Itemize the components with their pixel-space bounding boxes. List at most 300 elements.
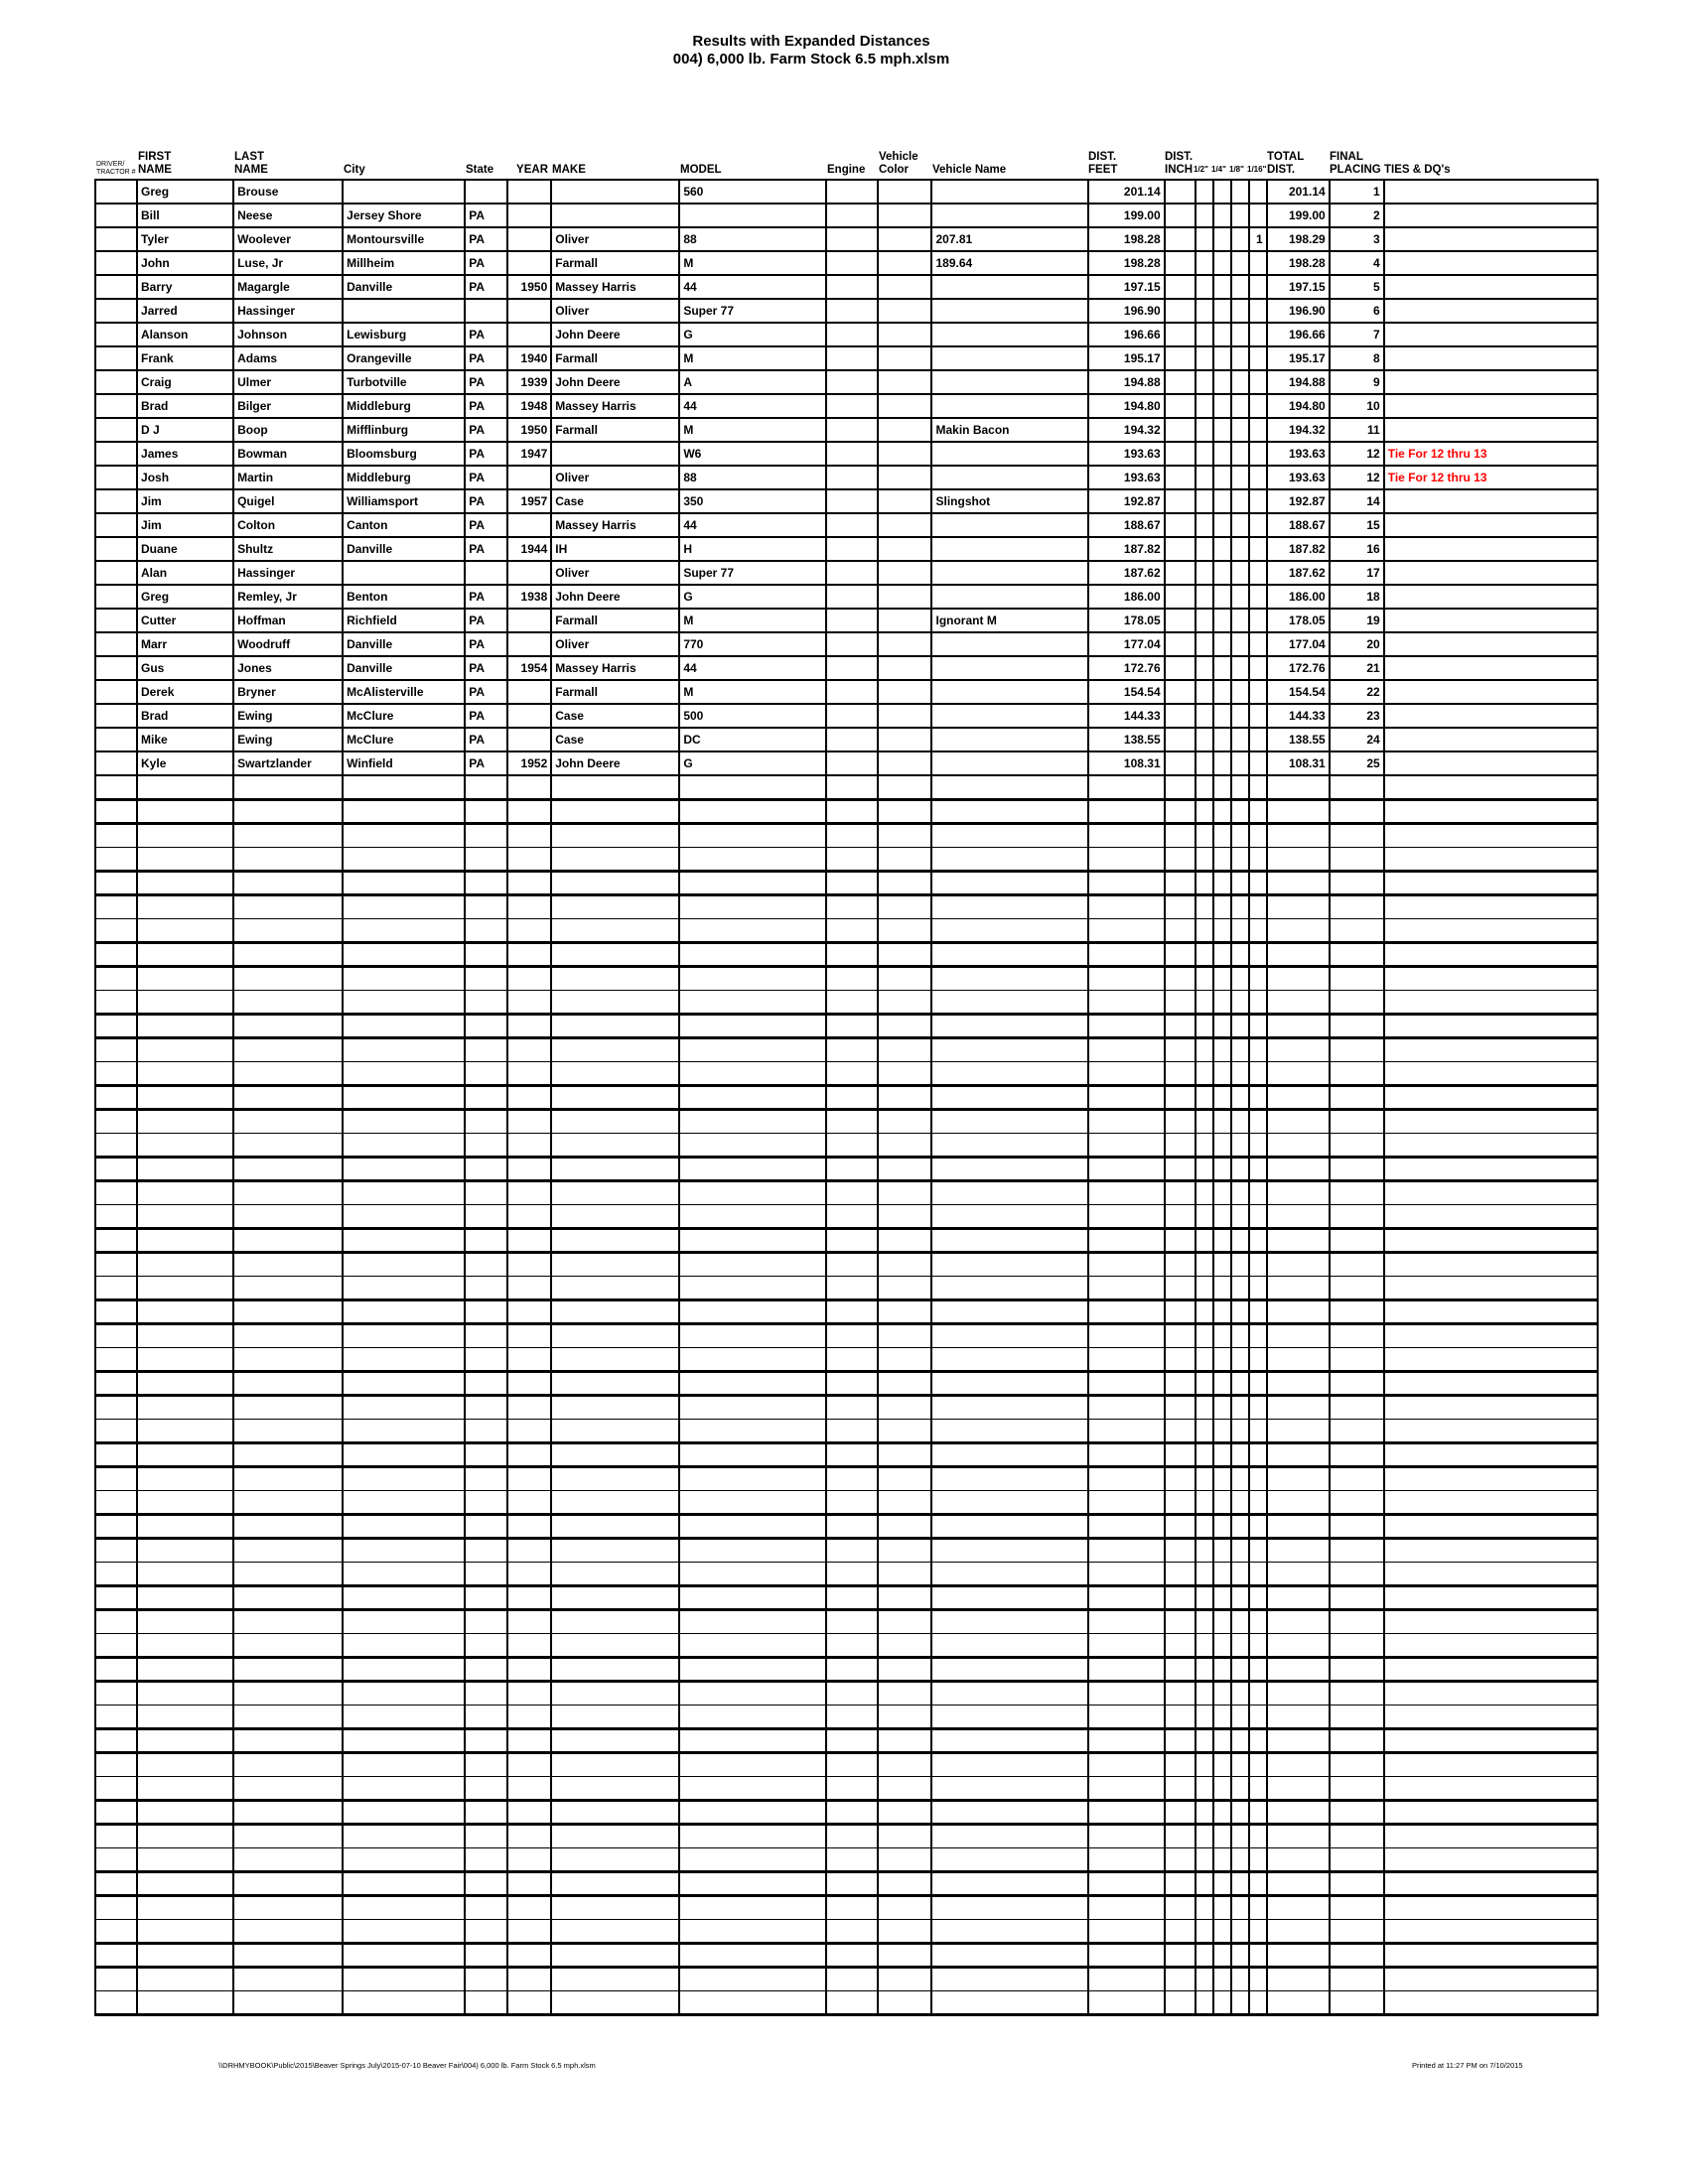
empty-cell-vname (931, 1061, 1087, 1085)
empty-cell-vname (931, 1585, 1087, 1609)
empty-cell-half (1196, 1299, 1213, 1323)
cell-last: Adams (233, 346, 343, 370)
empty-cell-year (507, 1419, 551, 1442)
header-half-bottom: 1/2" (1194, 165, 1208, 174)
empty-cell-sixteenth (1249, 1847, 1267, 1871)
empty-row (95, 966, 1598, 990)
cell-placing: 2 (1330, 204, 1384, 227)
empty-cell-state (465, 1800, 507, 1824)
empty-cell-eighth (1231, 894, 1249, 918)
empty-cell-make (551, 1705, 679, 1728)
empty-cell-first (137, 1180, 233, 1204)
empty-cell-vname (931, 1204, 1087, 1228)
empty-cell-last (233, 1514, 343, 1538)
empty-cell-dist_feet (1088, 1895, 1165, 1919)
empty-cell-engine (826, 1824, 878, 1847)
empty-cell-model (679, 1133, 826, 1157)
empty-cell-sixteenth (1249, 1395, 1267, 1419)
cell-eighth (1231, 609, 1249, 632)
cell-dist_feet: 194.32 (1088, 418, 1165, 442)
table-row-11 (95, 418, 1598, 442)
empty-cell-quarter (1213, 1180, 1231, 1204)
cell-ties (1384, 346, 1598, 370)
empty-cell-dist_inch (1165, 1705, 1196, 1728)
empty-cell-state (465, 1061, 507, 1085)
empty-cell-dist_feet (1088, 1728, 1165, 1752)
empty-cell-total (1267, 1585, 1330, 1609)
empty-cell-model (679, 1419, 826, 1442)
empty-cell-sixteenth (1249, 1442, 1267, 1466)
table-row-9 (95, 370, 1598, 394)
cell-last: Boop (233, 418, 343, 442)
empty-cell-sixteenth (1249, 1824, 1267, 1847)
cell-engine (826, 751, 878, 775)
cell-vcolor (878, 680, 931, 704)
cell-state: PA (465, 251, 507, 275)
empty-cell-model (679, 1562, 826, 1585)
empty-cell-year (507, 1824, 551, 1847)
empty-cell-last (233, 1562, 343, 1585)
empty-cell-dist_inch (1165, 1347, 1196, 1371)
cell-ties (1384, 418, 1598, 442)
empty-cell-first (137, 1299, 233, 1323)
cell-num (95, 656, 137, 680)
empty-cell-last (233, 1371, 343, 1395)
empty-cell-state (465, 1395, 507, 1419)
empty-cell-ties (1384, 1228, 1598, 1252)
empty-cell-dist_feet (1088, 1609, 1165, 1633)
cell-first: Craig (137, 370, 233, 394)
empty-cell-dist_feet (1088, 1085, 1165, 1109)
empty-cell-last (233, 918, 343, 942)
cell-state (465, 180, 507, 204)
empty-cell-quarter (1213, 1728, 1231, 1752)
cell-make: John Deere (551, 585, 679, 609)
empty-cell-half (1196, 1657, 1213, 1681)
empty-cell-state (465, 1371, 507, 1395)
cell-half (1196, 537, 1213, 561)
empty-cell-year (507, 1180, 551, 1204)
table-row-25 (95, 751, 1598, 775)
empty-cell-vname (931, 1919, 1087, 1943)
empty-cell-last (233, 1395, 343, 1419)
empty-cell-vcolor (878, 1538, 931, 1562)
empty-row (95, 1347, 1598, 1371)
empty-cell-num (95, 1538, 137, 1562)
empty-cell-sixteenth (1249, 918, 1267, 942)
cell-num (95, 418, 137, 442)
empty-cell-state (465, 1228, 507, 1252)
empty-cell-state (465, 1347, 507, 1371)
empty-cell-eighth (1231, 1943, 1249, 1967)
empty-cell-half (1196, 1943, 1213, 1967)
cell-eighth (1231, 442, 1249, 466)
cell-city: Mifflinburg (343, 418, 465, 442)
empty-cell-total (1267, 1085, 1330, 1109)
empty-cell-make (551, 1919, 679, 1943)
empty-cell-vcolor (878, 1014, 931, 1037)
empty-cell-engine (826, 1609, 878, 1633)
empty-cell-dist_inch (1165, 990, 1196, 1014)
cell-model: M (679, 418, 826, 442)
cell-city: Benton (343, 585, 465, 609)
empty-cell-vcolor (878, 1847, 931, 1871)
empty-cell-dist_inch (1165, 1847, 1196, 1871)
empty-cell-year (507, 1228, 551, 1252)
empty-cell-dist_inch (1165, 1133, 1196, 1157)
empty-cell-city (343, 1562, 465, 1585)
empty-cell-vname (931, 1514, 1087, 1538)
cell-dist_feet: 108.31 (1088, 751, 1165, 775)
empty-cell-make (551, 1037, 679, 1061)
empty-cell-half (1196, 1109, 1213, 1133)
header-state (464, 164, 506, 179)
empty-cell-model (679, 1371, 826, 1395)
empty-cell-state (465, 1157, 507, 1180)
empty-cell-total (1267, 1014, 1330, 1037)
empty-cell-last (233, 1776, 343, 1800)
empty-cell-model (679, 1037, 826, 1061)
empty-cell-dist_feet (1088, 990, 1165, 1014)
empty-cell-num (95, 1157, 137, 1180)
cell-dist_inch (1165, 204, 1196, 227)
empty-cell-first (137, 1419, 233, 1442)
cell-first: Frank (137, 346, 233, 370)
empty-cell-total (1267, 1657, 1330, 1681)
empty-cell-dist_inch (1165, 894, 1196, 918)
empty-cell-make (551, 1633, 679, 1657)
cell-vname (931, 704, 1087, 728)
empty-cell-quarter (1213, 1562, 1231, 1585)
empty-cell-ties (1384, 1299, 1598, 1323)
cell-half (1196, 751, 1213, 775)
empty-cell-vcolor (878, 1180, 931, 1204)
empty-row (95, 1252, 1598, 1276)
cell-placing: 1 (1330, 180, 1384, 204)
empty-cell-make (551, 1562, 679, 1585)
empty-cell-eighth (1231, 1490, 1249, 1514)
cell-dist_feet: 198.28 (1088, 251, 1165, 275)
cell-placing: 20 (1330, 632, 1384, 656)
empty-cell-vname (931, 1967, 1087, 1990)
empty-cell-vcolor (878, 1204, 931, 1228)
cell-num (95, 275, 137, 299)
empty-cell-last (233, 1633, 343, 1657)
cell-vname (931, 537, 1087, 561)
cell-first: John (137, 251, 233, 275)
empty-cell-sixteenth (1249, 1299, 1267, 1323)
empty-cell-first (137, 799, 233, 823)
empty-cell-quarter (1213, 1299, 1231, 1323)
cell-ties (1384, 489, 1598, 513)
empty-cell-sixteenth (1249, 1562, 1267, 1585)
cell-engine (826, 442, 878, 466)
cell-sixteenth (1249, 751, 1267, 775)
empty-cell-city (343, 1538, 465, 1562)
empty-row (95, 1681, 1598, 1705)
empty-cell-first (137, 1728, 233, 1752)
empty-cell-engine (826, 1228, 878, 1252)
empty-cell-quarter (1213, 871, 1231, 894)
header-placing-top: FINAL (1330, 151, 1363, 163)
empty-cell-dist_inch (1165, 1395, 1196, 1419)
empty-cell-last (233, 1800, 343, 1824)
empty-cell-vname (931, 1252, 1087, 1276)
cell-total: 144.33 (1267, 704, 1330, 728)
cell-vname (931, 323, 1087, 346)
empty-cell-total (1267, 1395, 1330, 1419)
empty-cell-half (1196, 1419, 1213, 1442)
empty-cell-eighth (1231, 1395, 1249, 1419)
cell-total: 177.04 (1267, 632, 1330, 656)
empty-row (95, 1633, 1598, 1657)
empty-cell-ties (1384, 966, 1598, 990)
empty-cell-dist_feet (1088, 918, 1165, 942)
cell-sixteenth (1249, 561, 1267, 585)
empty-cell-sixteenth (1249, 1609, 1267, 1633)
empty-cell-first (137, 1347, 233, 1371)
cell-placing: 18 (1330, 585, 1384, 609)
cell-placing: 11 (1330, 418, 1384, 442)
cell-eighth (1231, 537, 1249, 561)
empty-cell-city (343, 1323, 465, 1347)
cell-placing: 21 (1330, 656, 1384, 680)
cell-vcolor (878, 609, 931, 632)
cell-engine (826, 489, 878, 513)
empty-cell-engine (826, 1681, 878, 1705)
cell-vcolor (878, 513, 931, 537)
empty-cell-ties (1384, 1776, 1598, 1800)
cell-num (95, 537, 137, 561)
empty-cell-last (233, 823, 343, 847)
empty-cell-vname (931, 1157, 1087, 1180)
empty-cell-ties (1384, 1085, 1598, 1109)
empty-cell-quarter (1213, 1228, 1231, 1252)
table-row-4 (95, 251, 1598, 275)
cell-dist_inch (1165, 561, 1196, 585)
empty-cell-first (137, 1967, 233, 1990)
cell-dist_feet: 177.04 (1088, 632, 1165, 656)
empty-cell-ties (1384, 1562, 1598, 1585)
empty-cell-ties (1384, 1990, 1598, 2014)
empty-cell-city (343, 1228, 465, 1252)
cell-dist_feet: 178.05 (1088, 609, 1165, 632)
cell-last: Ewing (233, 704, 343, 728)
cell-num (95, 609, 137, 632)
empty-cell-first (137, 1323, 233, 1347)
cell-year (507, 680, 551, 704)
header-dist_inch-top: DIST. (1165, 151, 1194, 163)
empty-cell-dist_feet (1088, 1919, 1165, 1943)
header-quarter (1211, 163, 1229, 179)
empty-cell-first (137, 1157, 233, 1180)
empty-cell-city (343, 1061, 465, 1085)
empty-cell-quarter (1213, 1014, 1231, 1037)
empty-cell-make (551, 1109, 679, 1133)
cell-make: Oliver (551, 466, 679, 489)
table-row-23 (95, 704, 1598, 728)
empty-cell-year (507, 1871, 551, 1895)
empty-cell-total (1267, 1681, 1330, 1705)
cell-sixteenth (1249, 299, 1267, 323)
header-ties (1382, 164, 1596, 179)
empty-cell-make (551, 1395, 679, 1419)
cell-year: 1940 (507, 346, 551, 370)
empty-cell-num (95, 1252, 137, 1276)
cell-vname: 207.81 (931, 227, 1087, 251)
cell-ties (1384, 728, 1598, 751)
empty-cell-model (679, 1585, 826, 1609)
empty-cell-num (95, 1037, 137, 1061)
empty-row (95, 1824, 1598, 1847)
empty-cell-ties (1384, 871, 1598, 894)
empty-cell-placing (1330, 1514, 1384, 1538)
empty-cell-model (679, 1895, 826, 1919)
empty-cell-eighth (1231, 1037, 1249, 1061)
empty-cell-vcolor (878, 1037, 931, 1061)
cell-vcolor (878, 299, 931, 323)
empty-cell-dist_inch (1165, 775, 1196, 799)
cell-make: John Deere (551, 323, 679, 346)
empty-cell-engine (826, 1276, 878, 1299)
cell-placing: 17 (1330, 561, 1384, 585)
empty-cell-sixteenth (1249, 1990, 1267, 2014)
empty-row (95, 1871, 1598, 1895)
cell-ties (1384, 704, 1598, 728)
cell-sixteenth (1249, 251, 1267, 275)
empty-cell-total (1267, 894, 1330, 918)
cell-year (507, 561, 551, 585)
footer-print-timestamp: Printed at 11:27 PM on 7/10/2015 (1412, 2061, 1523, 2070)
empty-cell-ties (1384, 1347, 1598, 1371)
cell-year (507, 180, 551, 204)
empty-cell-total (1267, 1252, 1330, 1276)
empty-cell-quarter (1213, 847, 1231, 871)
cell-last: Brouse (233, 180, 343, 204)
empty-cell-num (95, 1466, 137, 1490)
cell-city (343, 561, 465, 585)
cell-first: Jim (137, 489, 233, 513)
empty-cell-quarter (1213, 1085, 1231, 1109)
cell-last: Ulmer (233, 370, 343, 394)
empty-cell-vcolor (878, 847, 931, 871)
cell-make: Oliver (551, 227, 679, 251)
empty-cell-ties (1384, 1728, 1598, 1752)
empty-cell-first (137, 1943, 233, 1967)
cell-total: 193.63 (1267, 442, 1330, 466)
empty-cell-city (343, 799, 465, 823)
cell-dist_inch (1165, 323, 1196, 346)
empty-cell-ties (1384, 1419, 1598, 1442)
empty-cell-first (137, 990, 233, 1014)
empty-cell-half (1196, 1585, 1213, 1609)
header-engine (825, 164, 877, 179)
empty-cell-num (95, 1847, 137, 1871)
cell-year (507, 251, 551, 275)
empty-cell-model (679, 1776, 826, 1800)
empty-cell-model (679, 1323, 826, 1347)
cell-total: 178.05 (1267, 609, 1330, 632)
empty-row (95, 1490, 1598, 1514)
cell-dist_feet: 199.00 (1088, 204, 1165, 227)
empty-cell-dist_inch (1165, 1204, 1196, 1228)
cell-sixteenth (1249, 275, 1267, 299)
empty-cell-year (507, 966, 551, 990)
cell-model: 770 (679, 632, 826, 656)
empty-cell-dist_feet (1088, 1299, 1165, 1323)
empty-row (95, 1371, 1598, 1395)
cell-make (551, 180, 679, 204)
empty-cell-dist_feet (1088, 1442, 1165, 1466)
empty-cell-placing (1330, 1585, 1384, 1609)
empty-cell-last (233, 1347, 343, 1371)
empty-cell-state (465, 823, 507, 847)
empty-cell-state (465, 918, 507, 942)
empty-cell-total (1267, 966, 1330, 990)
empty-cell-year (507, 1204, 551, 1228)
empty-row (95, 1228, 1598, 1252)
empty-cell-vname (931, 894, 1087, 918)
empty-cell-state (465, 990, 507, 1014)
empty-cell-vcolor (878, 1562, 931, 1585)
cell-city: Canton (343, 513, 465, 537)
cell-model: 88 (679, 227, 826, 251)
cell-model: G (679, 585, 826, 609)
cell-make: John Deere (551, 751, 679, 775)
cell-state: PA (465, 680, 507, 704)
empty-cell-vname (931, 1442, 1087, 1466)
empty-cell-model (679, 990, 826, 1014)
empty-cell-sixteenth (1249, 1967, 1267, 1990)
empty-cell-half (1196, 1228, 1213, 1252)
empty-cell-last (233, 1133, 343, 1157)
empty-cell-city (343, 1085, 465, 1109)
empty-cell-first (137, 1538, 233, 1562)
cell-year (507, 632, 551, 656)
empty-cell-vcolor (878, 1442, 931, 1466)
empty-row (95, 1442, 1598, 1466)
cell-half (1196, 323, 1213, 346)
empty-cell-make (551, 1895, 679, 1919)
cell-make: Farmall (551, 346, 679, 370)
cell-engine (826, 370, 878, 394)
empty-cell-vname (931, 918, 1087, 942)
empty-cell-total (1267, 1824, 1330, 1847)
empty-cell-make (551, 1514, 679, 1538)
empty-cell-dist_inch (1165, 1562, 1196, 1585)
empty-cell-engine (826, 1776, 878, 1800)
empty-cell-eighth (1231, 1109, 1249, 1133)
empty-cell-vname (931, 1895, 1087, 1919)
empty-cell-dist_feet (1088, 1967, 1165, 1990)
cell-model: Super 77 (679, 561, 826, 585)
cell-engine (826, 656, 878, 680)
table-row-7 (95, 323, 1598, 346)
cell-first: Gus (137, 656, 233, 680)
cell-first: Mike (137, 728, 233, 751)
cell-state: PA (465, 370, 507, 394)
cell-make: John Deere (551, 370, 679, 394)
empty-cell-sixteenth (1249, 1085, 1267, 1109)
cell-first: Derek (137, 680, 233, 704)
cell-ties: Tie For 12 thru 13 (1384, 466, 1598, 489)
header-sixteenth (1247, 163, 1265, 179)
cell-city (343, 180, 465, 204)
empty-cell-ties (1384, 1442, 1598, 1466)
empty-cell-dist_inch (1165, 1871, 1196, 1895)
header-vcolor (877, 151, 930, 179)
empty-cell-placing (1330, 1252, 1384, 1276)
